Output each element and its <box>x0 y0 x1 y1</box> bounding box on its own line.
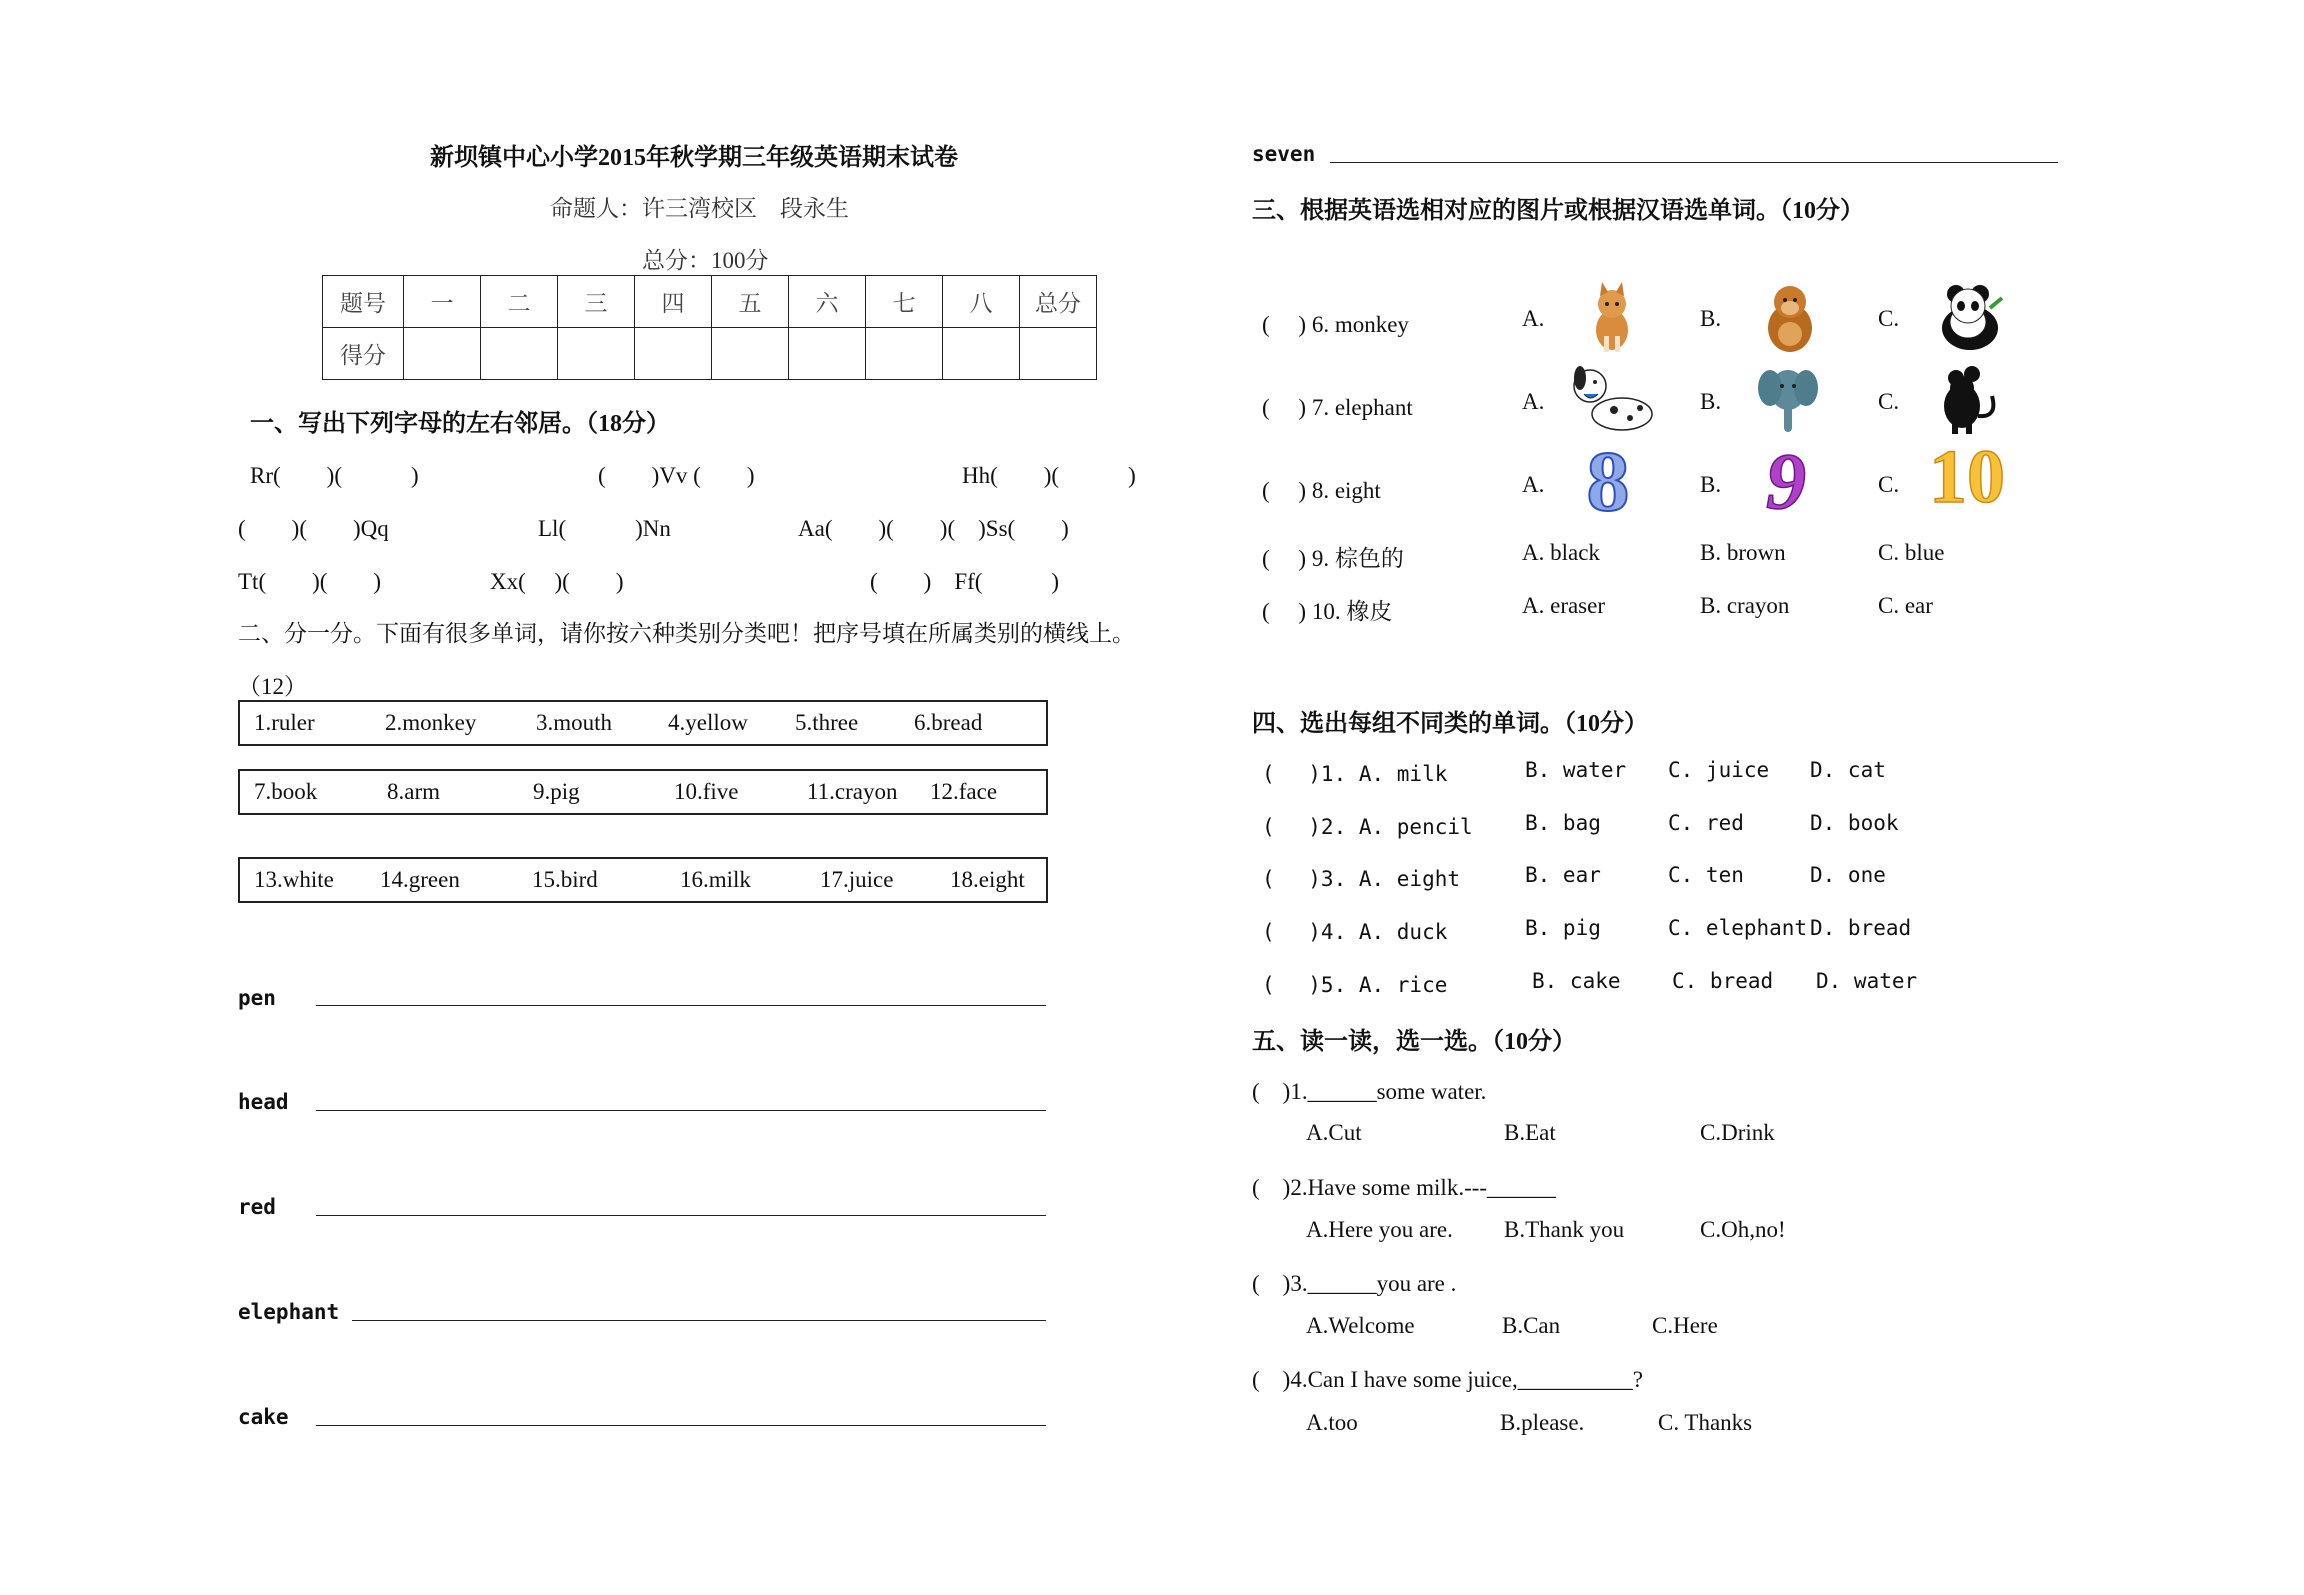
word-box-2 <box>238 769 1048 815</box>
score-input-cell[interactable] <box>866 328 943 380</box>
word-item: 6.bread <box>914 710 983 735</box>
letter-neighbor-item[interactable]: Tt( )( ) <box>238 569 382 594</box>
part3-option: C. blue <box>1878 540 1945 565</box>
word-item: 16.milk <box>680 867 751 892</box>
part3-question[interactable]: ( ) 10. 橡皮 <box>1262 599 1393 624</box>
part5-option: B.please. <box>1500 1410 1585 1435</box>
part5-option: B.Thank you <box>1504 1217 1625 1242</box>
word-box-1 <box>238 700 1048 746</box>
part4-option: B. ear <box>1525 863 1601 887</box>
score-input-cell[interactable] <box>404 328 481 380</box>
word-item: 1.ruler <box>254 710 315 735</box>
cat-picture <box>1572 278 1652 354</box>
category-elephant-row <box>238 1299 339 1325</box>
letter-neighbor-item[interactable]: Ll( )Nn <box>538 516 671 541</box>
part3-option: A. <box>1522 389 1545 414</box>
part5-question[interactable]: ( )4.Can I have some juice,__________? <box>1252 1367 1643 1392</box>
part3-title: 三、根据英语选相对应的图片或根据汉语选单词。（10分） <box>1252 198 1864 224</box>
part4-option: D. bread <box>1810 916 1912 940</box>
part3-option: C. <box>1878 306 1900 331</box>
score-cell: 五 <box>712 276 789 328</box>
svg-text:10: 10 <box>1929 436 2005 512</box>
part5-question[interactable]: ( )3.______you are . <box>1252 1271 1457 1296</box>
word-item: 12.face <box>930 779 998 804</box>
part3-option: C. ear <box>1878 593 1933 618</box>
part5-option: A.Cut <box>1306 1120 1362 1145</box>
score-cell: 三 <box>558 276 635 328</box>
score-input-cell[interactable] <box>1020 328 1097 380</box>
exam-title: 新坝镇中心小学2015年秋学期三年级英语期末试卷 <box>430 145 958 171</box>
part2-points: （12） <box>238 674 307 699</box>
word-item: 4.yellow <box>668 710 748 735</box>
score-cell: 二 <box>481 276 558 328</box>
mouse-picture <box>1926 360 2006 436</box>
part4-option: D. one <box>1810 863 1886 887</box>
part4-option: B. cake <box>1532 969 1621 993</box>
category-cake-row <box>238 1404 289 1430</box>
category-pen-row <box>238 985 276 1011</box>
score-cell: 八 <box>943 276 1020 328</box>
part4-row[interactable]: ( )1. A. milk <box>1262 762 1448 786</box>
category-label: elephant <box>238 1300 340 1324</box>
score-cell: 总分 <box>1020 276 1097 328</box>
part4-row[interactable]: ( )3. A. eight <box>1262 867 1461 891</box>
part4-option: B. water <box>1525 758 1627 782</box>
part5-option: B.Can <box>1502 1313 1561 1338</box>
word-item: 9.pig <box>533 779 580 804</box>
part5-question[interactable]: ( )2.Have some milk.---______ <box>1252 1175 1557 1200</box>
category-pen-answer-line[interactable] <box>316 1005 1046 1006</box>
letter-neighbor-item[interactable]: Aa( )( )( )Ss( ) <box>798 516 1069 541</box>
part2-title: 二、分一分。下面有很多单词，请你按六种类别分类吧！把序号填在所属类别的横线上。 <box>238 621 1135 646</box>
word-item: 2.monkey <box>385 710 477 735</box>
score-input-cell[interactable] <box>943 328 1020 380</box>
score-cell: 题号 <box>323 276 404 328</box>
part5-question[interactable]: ( )1.______some water. <box>1252 1079 1487 1104</box>
part3-option: A. black <box>1522 540 1600 565</box>
part3-option: B. <box>1700 306 1722 331</box>
letter-neighbor-item[interactable]: Hh( )( ) <box>962 463 1136 488</box>
score-table-header-row <box>323 276 1097 328</box>
dog-picture <box>1560 360 1660 436</box>
part5-option: C.Drink <box>1700 1120 1775 1145</box>
score-input-cell[interactable] <box>635 328 712 380</box>
part4-option: C. ten <box>1668 863 1744 887</box>
panda-picture <box>1928 278 2008 354</box>
elephant-picture <box>1748 360 1828 436</box>
word-item: 15.bird <box>532 867 598 892</box>
part4-option: D. cat <box>1810 758 1886 782</box>
word-item: 10.five <box>674 779 739 804</box>
score-cell: 六 <box>789 276 866 328</box>
score-cell: 得分 <box>323 328 404 380</box>
score-cell: 一 <box>404 276 481 328</box>
part4-option: C. red <box>1668 811 1744 835</box>
category-label: seven <box>1252 142 1316 166</box>
category-cake-answer-line[interactable] <box>316 1425 1046 1426</box>
part5-title: 五、读一读，选一选。（10分） <box>1252 1029 1576 1055</box>
category-label: red <box>238 1195 276 1219</box>
part3-option: B. <box>1700 472 1722 497</box>
word-item: 7.book <box>254 779 318 804</box>
number-8-picture <box>1568 440 1648 516</box>
category-label: head <box>238 1090 289 1114</box>
letter-neighbor-item[interactable]: Xx( )( ) <box>490 569 624 594</box>
category-red-row <box>238 1194 276 1220</box>
part3-option: A. eraser <box>1522 593 1606 618</box>
part4-row[interactable]: ( )5. A. rice <box>1262 973 1448 997</box>
part4-row[interactable]: ( )2. A. pencil <box>1262 815 1473 839</box>
svg-text:8: 8 <box>1586 440 1630 516</box>
part4-option: C. elephant <box>1668 916 1808 940</box>
part3-question[interactable]: ( ) 7. elephant <box>1262 395 1413 420</box>
part5-option: B.Eat <box>1504 1120 1556 1145</box>
part1-title: 一、写出下列字母的左右邻居。（18分） <box>250 411 670 437</box>
letter-neighbor-item[interactable]: Rr( )( ) <box>250 463 419 488</box>
part4-option: D. water <box>1816 969 1918 993</box>
part3-option: C. <box>1878 389 1900 414</box>
part3-option: B. brown <box>1700 540 1786 565</box>
part5-option: C.Oh,no! <box>1700 1217 1786 1242</box>
word-item: 3.mouth <box>536 710 613 735</box>
part4-option: C. juice <box>1668 758 1770 782</box>
part5-option: A.too <box>1306 1410 1358 1435</box>
part4-option: B. pig <box>1525 916 1601 940</box>
word-box-3 <box>238 857 1048 903</box>
category-seven-row <box>1252 141 1315 167</box>
part3-option: B. crayon <box>1700 593 1790 618</box>
part4-title: 四、选出每组不同类的单词。（10分） <box>1252 711 1648 737</box>
category-label: cake <box>238 1405 289 1429</box>
category-head-answer-line[interactable] <box>316 1110 1046 1111</box>
score-table <box>322 275 1097 380</box>
part4-option: B. bag <box>1525 811 1601 835</box>
word-item: 5.three <box>795 710 859 735</box>
part5-option: C. Thanks <box>1658 1410 1753 1435</box>
letter-neighbor-item[interactable]: ( )Vv ( ) <box>598 463 755 488</box>
part3-question[interactable]: ( ) 8. eight <box>1262 478 1381 503</box>
part3-option: A. <box>1522 472 1545 497</box>
exam-author: 命题人：许三湾校区 段永生 <box>550 196 849 221</box>
number-9-picture <box>1746 440 1826 516</box>
part3-option: C. <box>1878 472 1900 497</box>
word-item: 14.green <box>380 867 460 892</box>
score-input-cell[interactable] <box>712 328 789 380</box>
exam-total-score: 总分：100分 <box>642 248 769 273</box>
score-table-score-row <box>323 328 1097 380</box>
word-item: 11.crayon <box>807 779 898 804</box>
number-10-picture <box>1922 436 2012 512</box>
word-item: 8.arm <box>387 779 441 804</box>
word-item: 17.juice <box>820 867 894 892</box>
category-elephant-answer-line[interactable] <box>352 1320 1046 1321</box>
category-seven-answer-line[interactable] <box>1330 162 2058 163</box>
score-input-cell[interactable] <box>481 328 558 380</box>
category-head-row <box>238 1089 289 1115</box>
score-cell: 七 <box>866 276 943 328</box>
letter-neighbor-item[interactable]: ( )( )Qq <box>238 516 389 541</box>
part3-option: B. <box>1700 389 1722 414</box>
monkey-picture <box>1750 278 1830 354</box>
word-item: 18.eight <box>950 867 1025 892</box>
part3-question[interactable]: ( ) 6. monkey <box>1262 312 1409 337</box>
part5-option: A.Here you are. <box>1306 1217 1453 1242</box>
score-input-cell[interactable] <box>558 328 635 380</box>
svg-text:9: 9 <box>1766 440 1806 516</box>
word-item: 13.white <box>254 867 334 892</box>
letter-neighbor-item[interactable]: ( ) Ff( ) <box>870 569 1060 594</box>
part4-option: C. bread <box>1672 969 1774 993</box>
category-label: pen <box>238 986 276 1010</box>
score-cell: 四 <box>635 276 712 328</box>
part5-option: C.Here <box>1652 1313 1718 1338</box>
part5-option: A.Welcome <box>1306 1313 1415 1338</box>
part3-option: A. <box>1522 306 1545 331</box>
part4-row[interactable]: ( )4. A. duck <box>1262 920 1448 944</box>
category-red-answer-line[interactable] <box>316 1215 1046 1216</box>
part3-question[interactable]: ( ) 9. 棕色的 <box>1262 546 1404 571</box>
part4-option: D. book <box>1810 811 1899 835</box>
score-input-cell[interactable] <box>789 328 866 380</box>
